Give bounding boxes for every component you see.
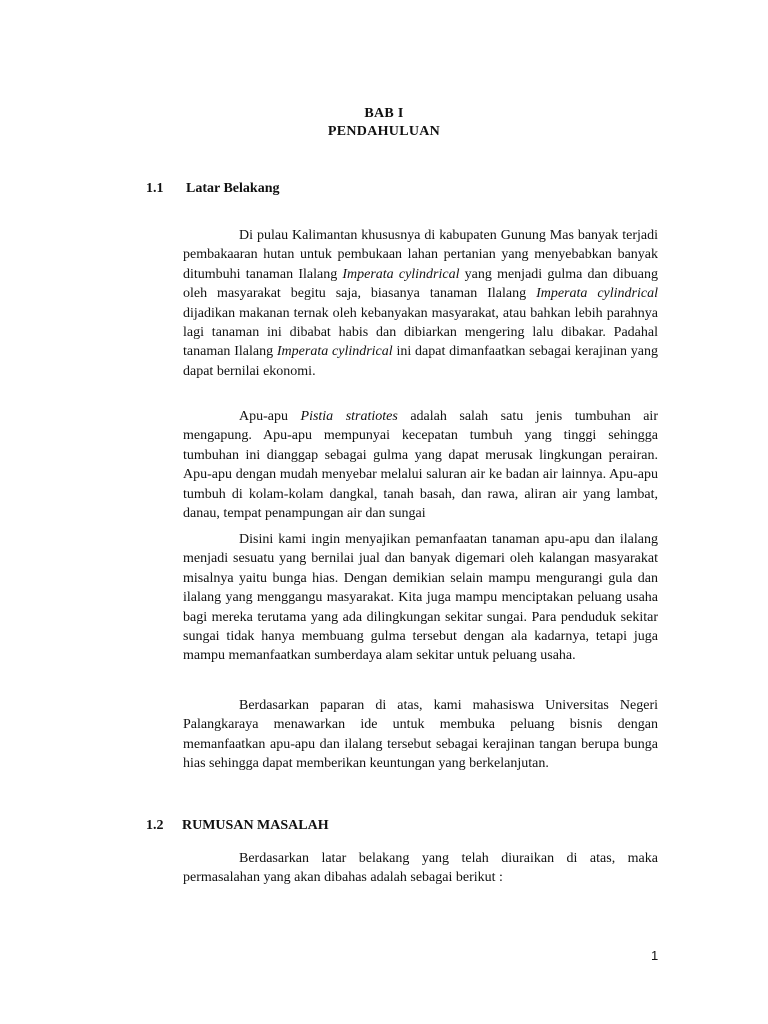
- section-number: 1.2: [146, 818, 164, 833]
- paragraph-2: Apu-apu Pistia stratiotes adalah salah satu jenis tumbuhan air mengapung. Apu-apu mempunyai kecepatan tumbuh yang tinggi sehingga tumbuhan ini dianggap sebagai gulma yang dapat merusak lingkungan perairan. Apu-apu dengan mudah menyebar melalui saluran air ke badan air lainnya. Apu-apu tumbuh di kolam-kolam dangkal, tanah basah, dan rawa, aliran air yang lambat, danau, tempat penampungan air dan sungai: [183, 409, 658, 522]
- chapter-title: PENDAHULUAN: [327, 124, 441, 139]
- section-heading-latar-belakang: [146, 181, 279, 197]
- chapter-number: BAB I: [364, 106, 404, 121]
- section-heading-rumusan-masalah: [146, 818, 329, 834]
- paragraph-3: Disini kami ingin menyajikan pemanfaatan tanaman apu-apu dan ilalang menjadi sesuatu yang bernilai jual dan banyak digemari oleh kalangan masyarakat misalnya yaitu bunga hias. Dengan demikian selain mampu mengurangi gula dan ilalang yang menggangu masyarakat. Kita juga mampu menciptakan peluang usaha bagi mereka terutama yang ada dilingkungan sekitar sungai. Para penduduk sekitar sungai tidak hanya membuang gulma tersebut dengan ala kadarnya, tetapi juga mampu memanfaatkan sumberdaya alam sekitar untuk peluang usaha.: [183, 532, 658, 664]
- paragraph-4: Berdasarkan paparan di atas, kami mahasiswa Universitas Negeri Palangkaraya menawarkan ide untuk membuka peluang bisnis dengan memanfaatkan apu-apu dan ilalang tersebut sebagai kerajinan tangan berupa bunga hias sehingga dapat memberikan keuntungan yang berkelanjutan.: [183, 698, 658, 772]
- section-title: RUMUSAN MASALAH: [182, 818, 329, 833]
- section-title: Latar Belakang: [186, 181, 280, 196]
- paragraph-5: Berdasarkan latar belakang yang telah diuraikan di atas, maka permasalahan yang akan dibahas adalah sebagai berikut :: [183, 851, 658, 886]
- paragraph-1: Di pulau Kalimantan khususnya di kabupaten Gunung Mas banyak terjadi pembakaaran hutan untuk pembukaan lahan pertanian yang menyebabkan banyak ditumbuhi tanaman Ilalang Imperata cylindrical yang menjadi gulma dan dibuang oleh masyarakat begitu saja, biasanya tanaman Ilalang Imperata cylindrical dijadikan makanan ternak oleh kebanyakan masyarakat, atau bahkan lebih parahnya lagi tanaman ini dibabat habis dan dibiarkan mengering lalu dibakar. Padahal tanaman Ilalang Imperata cylindrical ini dapat dimanfaatkan sebagai kerajinan yang dapat bernilai ekonomi.: [183, 228, 659, 379]
- page-number: 1: [651, 948, 659, 963]
- section-number: 1.1: [146, 181, 164, 196]
